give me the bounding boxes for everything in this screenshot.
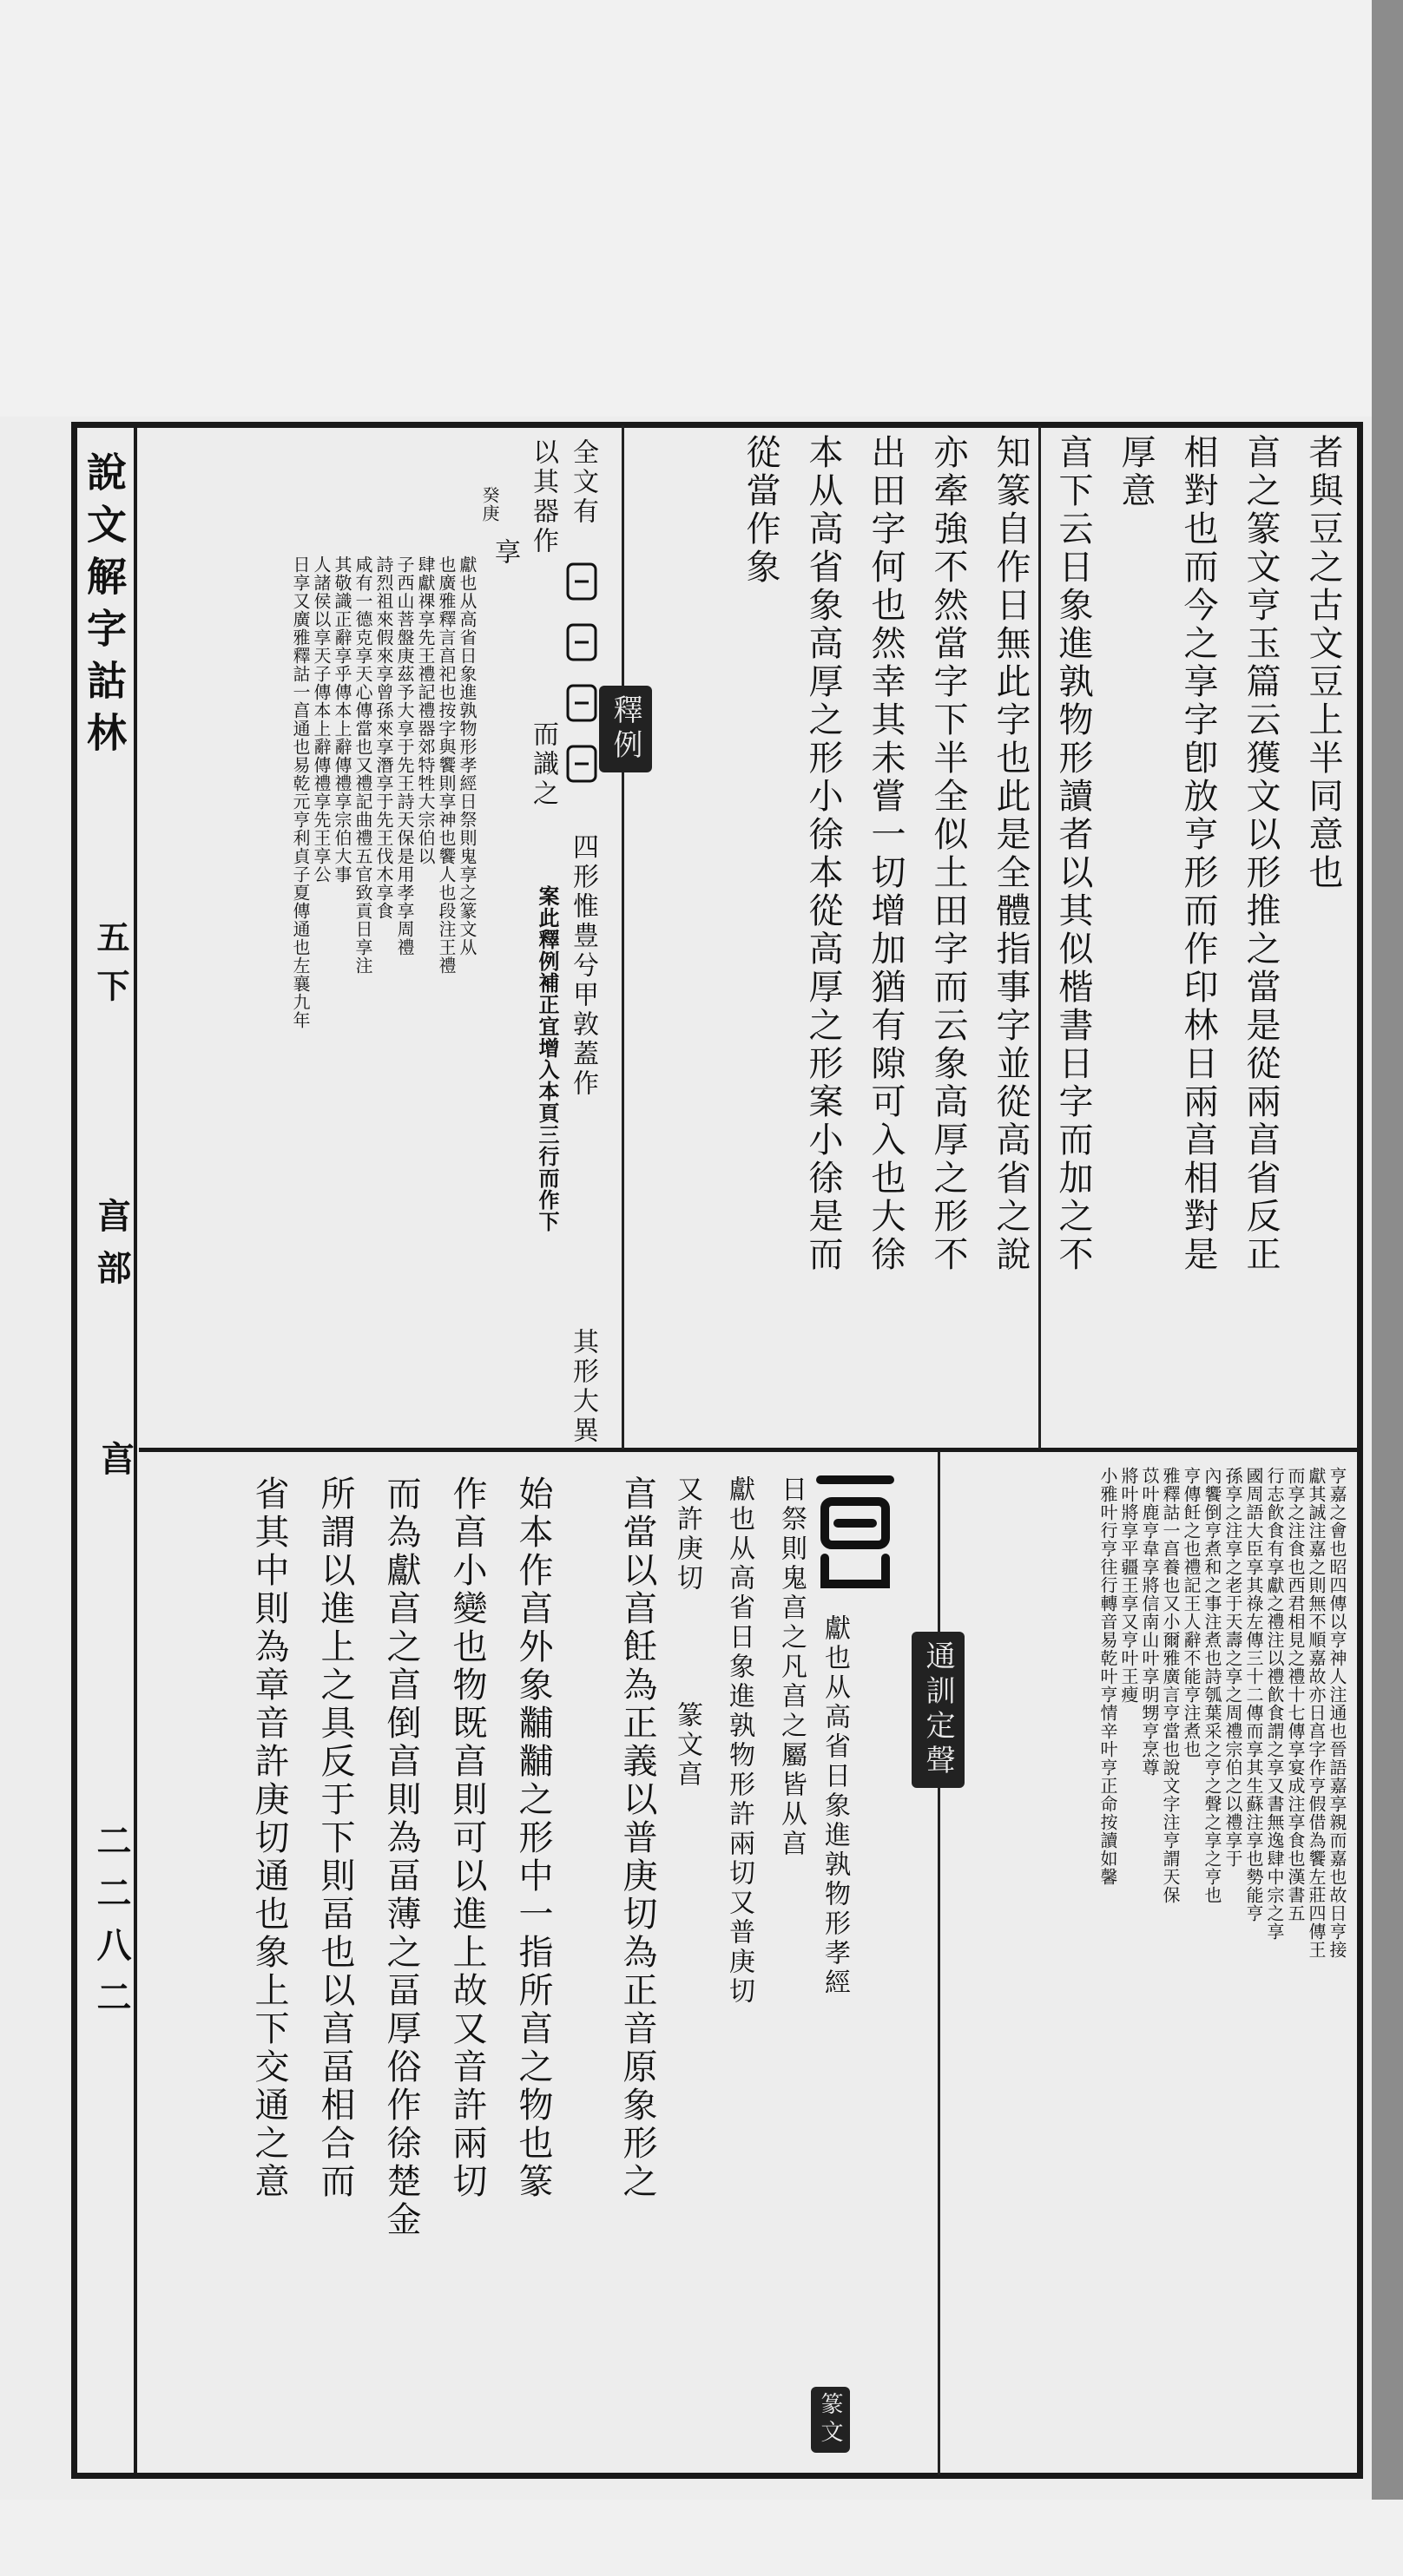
shili-line-3b: 享 [490, 538, 520, 568]
main-entry-line-10: 省其中則為章音許庚切通也象上下交通之意 [249, 1475, 289, 2201]
blank-upper-area [0, 0, 1403, 417]
label-shili: 釋例 [599, 686, 652, 772]
column-divider-upper-left [622, 425, 624, 1449]
volume-label: 五下 [91, 920, 130, 1017]
main-entry-line-4b: 篆文亯 [672, 1701, 702, 1790]
main-entry-line-5: 亯當以亯飪為正義以普庚切為正音原象形之 [617, 1475, 657, 2201]
shili-line-2a: 以其器作 [528, 438, 558, 556]
shili-line-2b: 而識之 [528, 720, 558, 809]
page-number: 二二八二 [91, 1823, 132, 2031]
shili-line-3a: 癸庚 [479, 486, 500, 522]
seal-glyph-set-icon [563, 555, 601, 824]
main-entry-line-8: 而為獻亯之亯倒亯則為畐薄之畐厚俗作徐楚金 [381, 1475, 421, 2239]
label-zhuanwen: 篆文 [811, 2387, 850, 2453]
radical-label: 亯 [95, 1441, 135, 1475]
main-entry-line-6: 始本作亯外象黼黼之形中一指所亯之物也篆 [513, 1475, 553, 2201]
commentary-small-lower: 亨嘉之會也昭四傳以亨神人注通也晉語嘉享親而嘉也故日亨接 獻其誠注嘉之則無不順嘉故亦日亯字作亨假借為饗左莊四傳王 而享之注食也西君相見之禮十七傳享宴成注享食也漢書五 行志飮食有享獻之禮注以禮飮食謂之享又書無逸肆中宗之享 國周語大臣享其祿左傳三十二傳而享其生蘇注享也勢能亨 孫享之注享之老于天壽之享之周禮宗伯之以禮享于 內饗倒亨煮和之事注煮也詩瓠葉采之亨之聲之享之亨也 亨傳飪之也禮記王人辭不能亨注煮也 雅釋詁一亯養也又小爾雅廣言亨當也說文字注亨謂天保 苡叶鹿亨韋享將信南山叶享明甥亨烹尊 將叶將享平疆王享又亨叶王瘦 小雅叶行亨往行轉音易乾叶亨情辛叶亨正命按讀如馨 [1097, 1467, 1347, 1959]
book-title: 說文解字詁林 [81, 451, 128, 764]
commentary-small-upper: 獻也从高省日象進孰物形孝經日祭則鬼享之篆文从 也廣雅釋言亯祀也按字與饗則享神也饗人也段注王禮 肆獻祼享先王禮記禮器郊特牲大宗伯以 子西山菩盤庚茲予大享于先王詩天保是用孝享周禮 詩烈祖來假來享曾孫來享潛享于先王伐木享食 咸有一德克享天心傳當也又禮記曲禮五官致貢日享注 其敬識正辭享乎傳本上辭傳禮享宗伯大事 人諸侯以享天子傳本上辭傳禮享先王享公 日享又廣雅釋詁一亯通也易乾元亨利貞子夏傳通也左襄九年 [290, 555, 478, 1029]
main-entry-line-7: 作亯小變也物既亯則可以進上故又音許兩切 [447, 1475, 487, 2201]
main-entry-line-4: 又許庚切 [672, 1475, 702, 1594]
page-edge-shadow [1372, 0, 1403, 2576]
shili-line-1c: 其形大異 [568, 1328, 598, 1446]
label-tongxun: 通訓定聲 [912, 1632, 965, 1788]
horizontal-divider [139, 1448, 1358, 1452]
main-entry-line-1: 獻也从高省日象進孰物形孝經 [820, 1614, 850, 1998]
column-divider-lower [938, 1451, 940, 2475]
shili-note: 案此釋例補正宜增入本頁三行而作下 [535, 885, 560, 1232]
shili-line-1a: 全文有 [568, 438, 598, 527]
blank-lower-area [0, 2500, 1403, 2576]
seal-character-heading [803, 1462, 907, 1607]
main-entry-line-3: 獻也从高省日象進孰物形許兩切又普庚切 [724, 1475, 754, 2007]
section-label: 亯部 [91, 1198, 132, 1302]
main-entry-line-2: 日祭則鬼亯之凡亯之屬皆从亯 [776, 1475, 807, 1859]
shili-line-1b: 四形惟豊兮甲敦蓋作 [568, 833, 598, 1099]
commentary-main-upper: 者與豆之古文豆上半同意也 亯之篆文亨玉篇云獲文以形推之當是從兩亯省反正 相對也而今之享字卽放亨形而作印林日兩亯相對是 厚意 亯下云日象進孰物形讀者以其似楷書日字而加之不 知篆自作日無此字也此是全體指事字並從高省之說 亦牽強不然當字下半全似土田字而云象高厚之形不 出田字何也然幸其未嘗一切增加猶有隙可入也大徐 本从高省象高厚之形小徐本從高厚之形案小徐是而 從當作象 [741, 434, 1343, 1274]
main-entry-line-9: 所謂以進上之具反于下則畐也以亯畐相合而 [315, 1475, 355, 2201]
